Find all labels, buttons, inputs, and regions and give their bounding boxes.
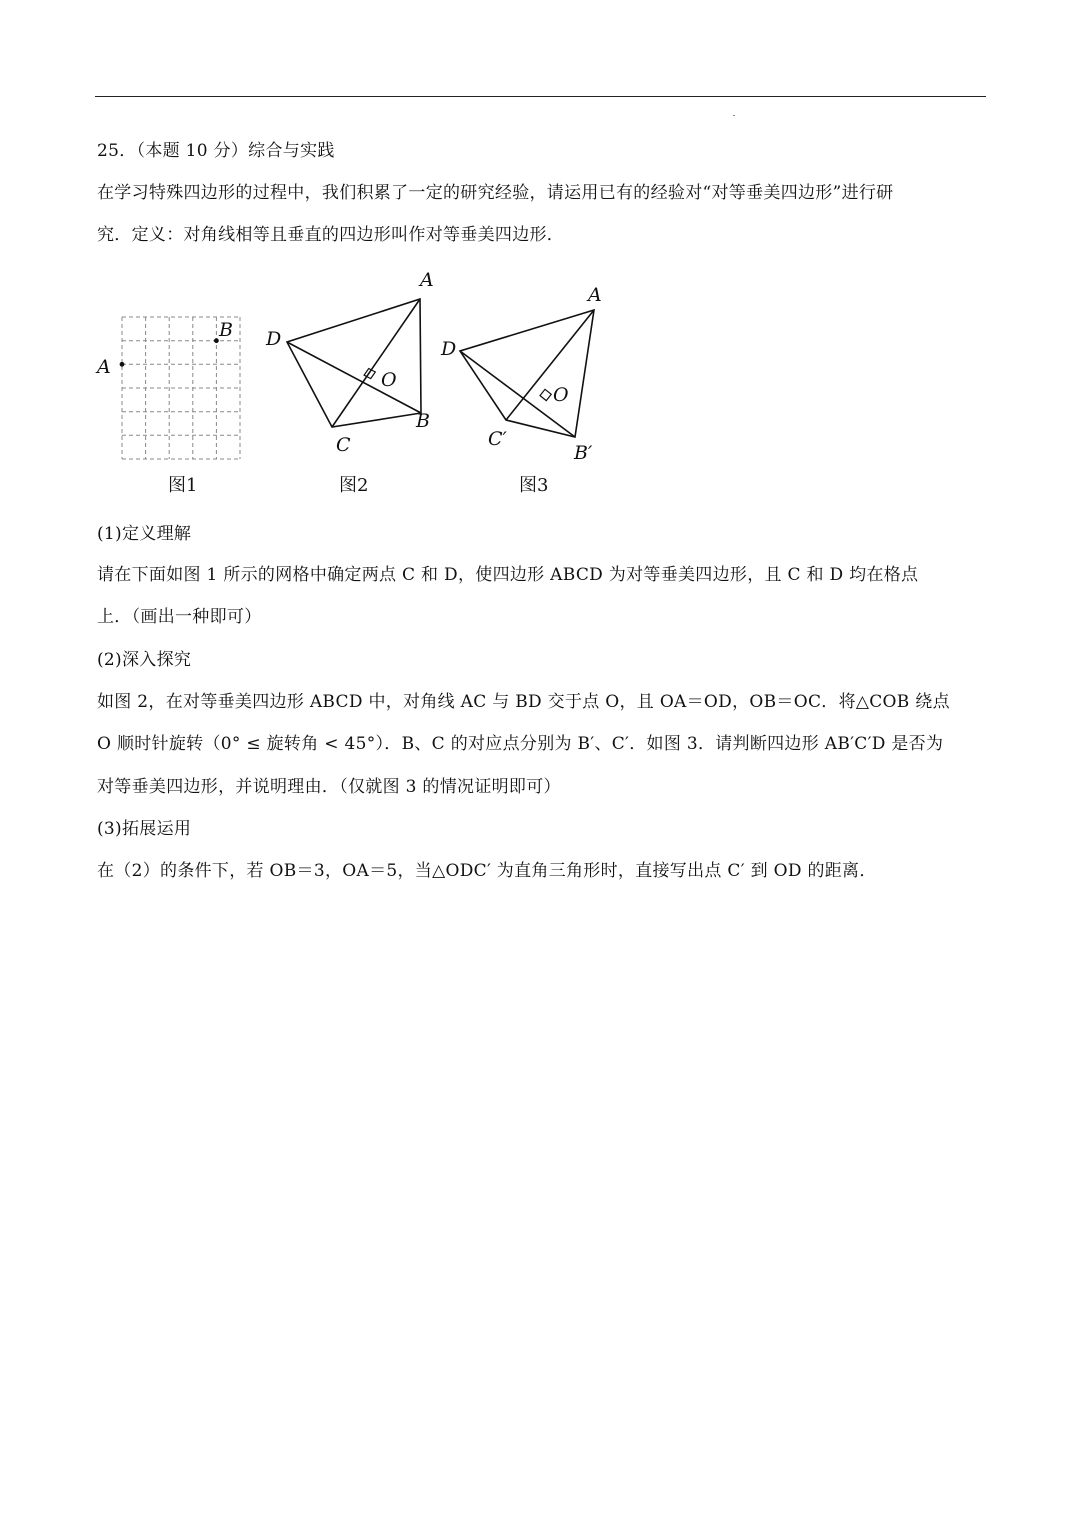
fig3-label-a: A [588, 284, 602, 306]
fig2-label-c: C [336, 434, 351, 456]
fig3-label-b: B′ [574, 442, 593, 464]
fig2-diagram [287, 299, 421, 427]
fig2-label-o: O [381, 369, 397, 391]
fig2-label-a: A [420, 269, 434, 291]
problem-title: 25．（本题 10 分）综合与实践 [97, 141, 335, 161]
fig3-caption: 图3 [519, 475, 549, 496]
fig1-caption: 图1 [168, 475, 198, 496]
fig1-point-a [120, 362, 125, 367]
fig2-label-d: D [266, 328, 282, 350]
header-dot [733, 115, 735, 116]
fig1-label-a: A [97, 356, 111, 378]
fig3-label-d: D [441, 338, 457, 360]
fig2-label-b: B [416, 410, 430, 432]
fig3-label-o: O [553, 384, 569, 406]
problem-intro-line2: 究．定义：对角线相等且垂直的四边形叫作对等垂美四边形． [97, 225, 565, 245]
part2-heading: (2)深入探究 [97, 650, 192, 670]
fig1-label-b: B [219, 319, 233, 341]
fig2-caption: 图2 [339, 475, 369, 496]
part3-line1: 在（2）的条件下，若 OB＝3，OA＝5，当△ODC′ 为直角三角形时，直接写出点 C′ 到 OD 的距离． [97, 861, 877, 881]
part1-line2: 上．（画出一种即可） [97, 607, 262, 627]
figures-svg [90, 265, 630, 505]
figures-row [90, 265, 630, 505]
fig3-diagram [460, 310, 594, 437]
part2-line1: 如图 2，在对等垂美四边形 ABCD 中，对角线 AC 与 BD 交于点 O，且 OA＝OD，OB＝OC．将△COB 绕点 [97, 692, 950, 712]
header-rule [95, 96, 986, 97]
fig3-label-c: C′ [488, 428, 507, 450]
part3-heading: (3)拓展运用 [97, 819, 192, 839]
part1-line1: 请在下面如图 1 所示的网格中确定两点 C 和 D，使四边形 ABCD 为对等垂美四边形，且 C 和 D 均在格点 [97, 565, 919, 585]
part2-line2: O 顺时针旋转（0° ≤ 旋转角 < 45°）．B、C 的对应点分别为 B′、C′．如图 3．请判断四边形 AB′C′D 是否为 [97, 734, 944, 754]
problem-intro-line1: 在学习特殊四边形的过程中，我们积累了一定的研究经验，请运用已有的经验对“对等垂美四边形”进行研 [97, 183, 894, 203]
part1-heading: (1)定义理解 [97, 524, 192, 544]
part2-line3: 对等垂美四边形，并说明理由．（仅就图 3 的情况证明即可） [97, 777, 561, 797]
